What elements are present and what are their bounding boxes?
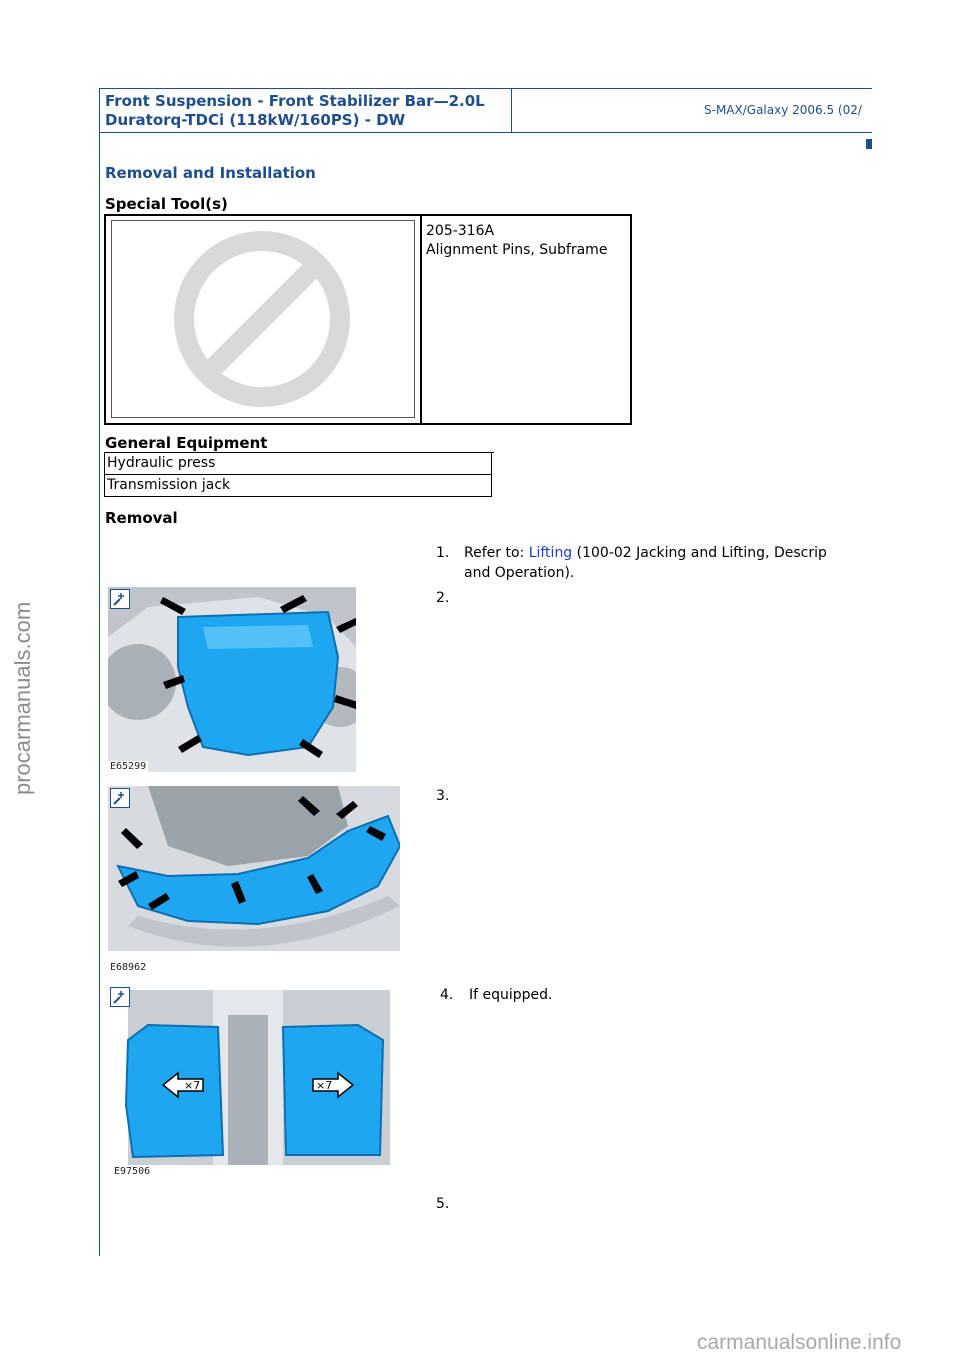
- equipment-row: Transmission jack: [107, 477, 231, 493]
- step-number: 2.: [436, 590, 450, 606]
- zoom-icon[interactable]: [110, 788, 130, 808]
- magnify-icon: [111, 590, 129, 608]
- side-shields-illustration: [108, 985, 390, 1177]
- step-number: 3.: [436, 788, 450, 804]
- callout-left: ×7: [184, 1079, 201, 1092]
- step-4-text: If equipped.: [469, 987, 553, 1003]
- header-bottom-rule: [100, 132, 872, 133]
- vehicle-model: S-MAX/Galaxy 2006.5 (02/: [704, 103, 862, 117]
- left-margin-rule: [99, 88, 100, 1256]
- special-tools-heading: Special Tool(s): [105, 195, 228, 213]
- header-top-rule: [100, 88, 872, 89]
- step-number: 5.: [436, 1196, 450, 1212]
- tool-name: Alignment Pins, Subframe: [426, 242, 608, 258]
- equipment-table: [104, 452, 492, 497]
- step-text-prefix: Refer to:: [464, 545, 529, 561]
- removal-heading: Removal: [105, 509, 178, 527]
- magnify-icon: [111, 789, 129, 807]
- header-divider: [511, 88, 512, 133]
- figure-undertray: [108, 587, 356, 772]
- equipment-row: Hydraulic press: [105, 453, 491, 475]
- undertray-illustration: [108, 587, 356, 772]
- watermark-bottom: carmanualsonline.info: [697, 1331, 902, 1354]
- magnify-icon: [111, 988, 129, 1006]
- figure-code: E65299: [110, 761, 147, 772]
- figure-code: E97506: [114, 1166, 151, 1177]
- special-tool-table: [104, 214, 632, 425]
- step-1-text: [464, 544, 872, 563]
- zoom-icon[interactable]: [110, 589, 130, 609]
- figure-code: E68962: [110, 962, 147, 973]
- tool-number: 205-316A: [426, 223, 495, 239]
- watermark-left: [2, 560, 42, 800]
- callout-right: ×7: [316, 1079, 333, 1092]
- no-image-icon: [112, 221, 414, 417]
- figure-side-shields: [108, 985, 390, 1177]
- front-shield-illustration: [108, 786, 400, 973]
- step-number: 1.: [436, 545, 450, 561]
- tool-table-divider: [420, 216, 422, 423]
- document-title: Front Suspension - Front Stabilizer Bar—2.0L Duratorq-TDCi (118kW/160PS) - DW: [105, 92, 485, 129]
- section-title: Removal and Installation: [105, 164, 316, 182]
- watermark-left-text: procarmanuals.com: [10, 601, 35, 795]
- step-1-text-line2: and Operation).: [464, 565, 575, 581]
- no-image-placeholder: [111, 220, 415, 418]
- tool-description: [426, 222, 607, 260]
- print-icon[interactable]: [866, 139, 872, 149]
- step-text-suffix: (100-02 Jacking and Lifting, Descrip: [572, 545, 827, 561]
- figure-front-shield: [108, 786, 400, 973]
- general-equipment-heading: General Equipment: [105, 434, 268, 452]
- lifting-link[interactable]: Lifting: [528, 545, 573, 561]
- step-number: 4.: [440, 987, 454, 1003]
- zoom-icon[interactable]: [110, 987, 130, 1007]
